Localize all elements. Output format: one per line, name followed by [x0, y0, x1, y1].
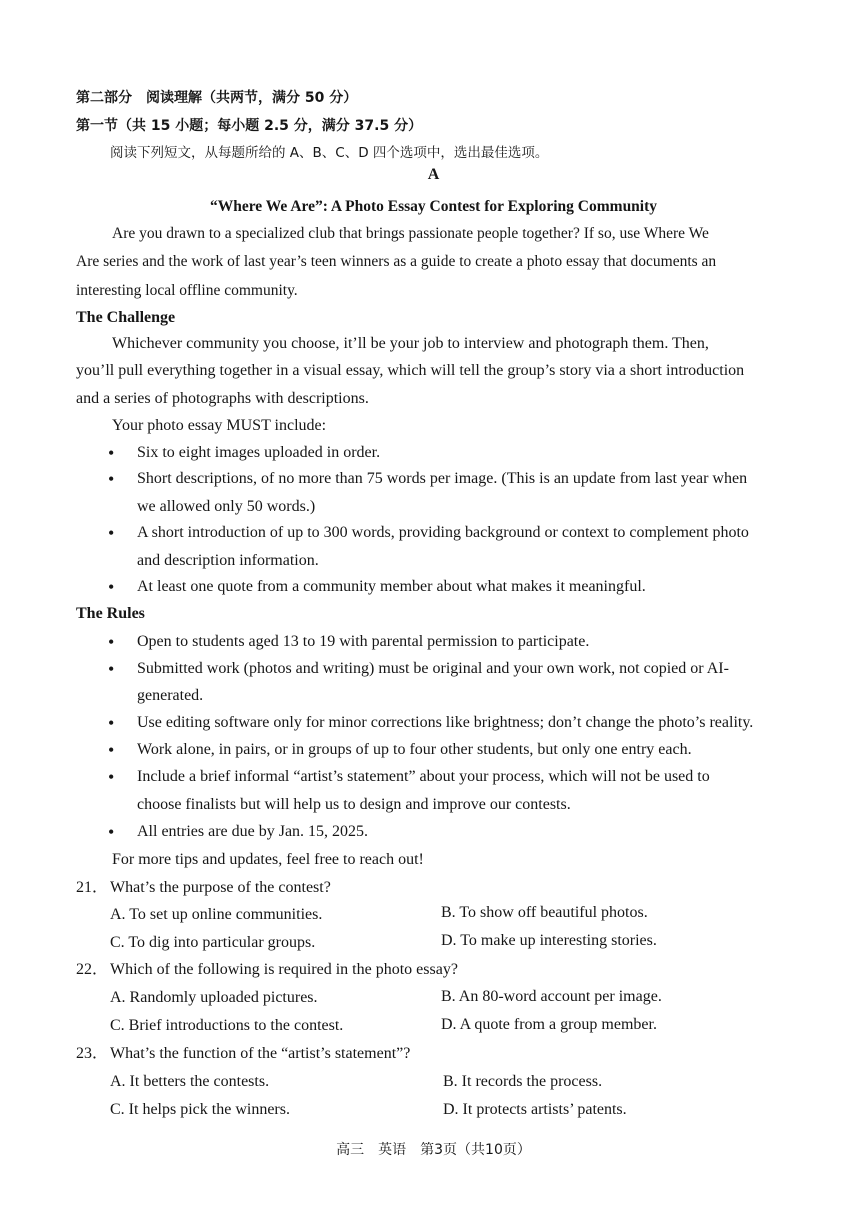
- bullet-icon: •: [108, 713, 115, 733]
- intro-line: Are you drawn to a specialized club that brings passionate people together? If so, use Where We: [112, 225, 709, 242]
- question-stem: Which of the following is required in the photo essay?: [110, 961, 458, 978]
- bullet-icon: •: [108, 767, 115, 787]
- requirement-item: Six to eight images uploaded in order.: [137, 444, 381, 461]
- passage-letter: A: [427, 166, 440, 183]
- option-d: D. To make up interesting stories.: [441, 932, 657, 949]
- requirement-item: A short introduction of up to 300 words, providing background or context to complement photo: [137, 524, 749, 541]
- rule-item-cont: choose finalists but will help us to design and improve our contests.: [137, 796, 571, 813]
- question-number: 21．: [76, 879, 109, 896]
- intro-line: interesting local offline community.: [76, 282, 298, 299]
- instruction-text: 阅读下列短文，从每题所给的 A、B、C、D 四个选项中，选出最佳选项。: [110, 145, 549, 161]
- challenge-line: Whichever community you choose, it’ll be your job to interview and photograph them. Then,: [112, 335, 709, 352]
- bullet-icon: •: [108, 822, 115, 842]
- question-number: 23．: [76, 1045, 109, 1062]
- bullet-icon: •: [108, 659, 115, 679]
- option-c: C. To dig into particular groups.: [110, 934, 316, 951]
- bullet-icon: •: [108, 443, 115, 463]
- part-title: 第二部分 阅读理解（共两节，满分 50 分）: [76, 90, 358, 106]
- option-c: C. It helps pick the winners.: [110, 1101, 290, 1118]
- must-include-text: Your photo essay MUST include:: [112, 417, 327, 434]
- option-d: D. A quote from a group member.: [441, 1016, 657, 1033]
- option-d: D. It protects artists’ patents.: [443, 1101, 627, 1118]
- bullet-icon: •: [108, 632, 115, 652]
- subsection-title: 第一节（共 15 小题；每小题 2.5 分，满分 37.5 分）: [76, 118, 423, 134]
- rule-item: Open to students aged 13 to 19 with parental permission to participate.: [137, 633, 590, 650]
- option-a: A. To set up online communities.: [110, 906, 323, 923]
- closing-text: For more tips and updates, feel free to reach out!: [112, 851, 424, 868]
- question-number: 22．: [76, 961, 109, 978]
- requirement-item: Short descriptions, of no more than 75 words per image. (This is an update from last year when: [137, 470, 748, 487]
- bullet-icon: •: [108, 523, 115, 543]
- rule-item: Use editing software only for minor corrections like brightness; don’t change the photo’s reality.: [137, 714, 754, 731]
- requirement-item: At least one quote from a community member about what makes it meaningful.: [137, 578, 646, 595]
- rule-item-cont: generated.: [137, 687, 204, 704]
- option-a: A. Randomly uploaded pictures.: [110, 989, 318, 1006]
- question-stem: What’s the purpose of the contest?: [110, 879, 331, 896]
- option-b: B. An 80-word account per image.: [441, 988, 662, 1005]
- option-a: A. It betters the contests.: [110, 1073, 270, 1090]
- intro-line: Are series and the work of last year’s teen winners as a guide to create a photo essay that documents an: [76, 253, 717, 270]
- passage-title: “Where We Are”: A Photo Essay Contest for Exploring Community: [209, 198, 658, 215]
- page-footer: 高三 英语 第3页（共10页）: [336, 1142, 531, 1158]
- rule-item: All entries are due by Jan. 15, 2025.: [137, 823, 369, 840]
- requirement-item-cont: we allowed only 50 words.): [137, 498, 316, 515]
- option-b: B. It records the process.: [443, 1073, 603, 1090]
- challenge-line: you’ll pull everything together in a visual essay, which will tell the group’s story via a short introduction: [76, 362, 745, 379]
- option-b: B. To show off beautiful photos.: [441, 904, 648, 921]
- challenge-line: and a series of photographs with descriptions.: [76, 390, 369, 407]
- requirement-item-cont: and description information.: [137, 552, 319, 569]
- rules-heading: The Rules: [76, 605, 145, 622]
- bullet-icon: •: [108, 577, 115, 597]
- rule-item: Submitted work (photos and writing) must be original and your own work, not copied or AI-: [137, 660, 729, 677]
- question-stem: What’s the function of the “artist’s statement”?: [110, 1045, 411, 1062]
- bullet-icon: •: [108, 740, 115, 760]
- challenge-heading: The Challenge: [76, 309, 176, 326]
- bullet-icon: •: [108, 469, 115, 489]
- rule-item: Work alone, in pairs, or in groups of up to four other students, but only one entry each.: [137, 741, 692, 758]
- rule-item: Include a brief informal “artist’s statement” about your process, which will not be used to: [137, 768, 710, 785]
- option-c: C. Brief introductions to the contest.: [110, 1017, 344, 1034]
